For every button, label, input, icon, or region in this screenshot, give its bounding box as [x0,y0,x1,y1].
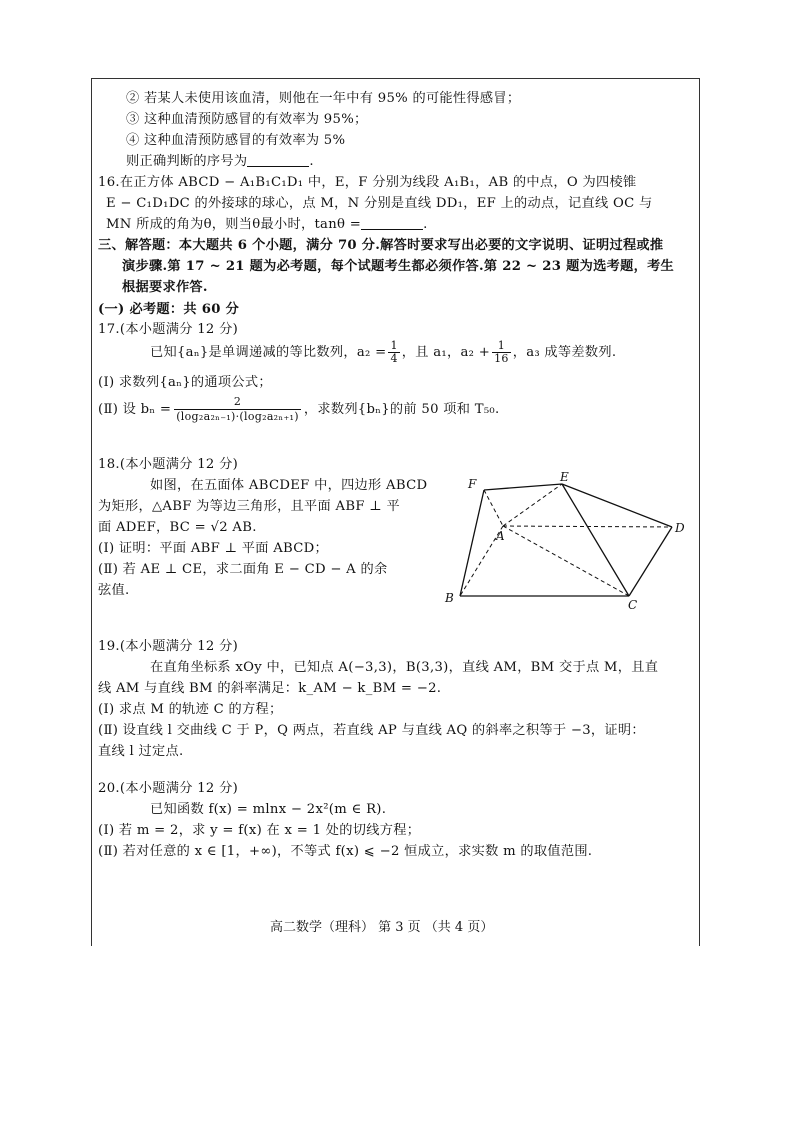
q17-stem [150,338,616,368]
q17-part-1: (Ⅰ) 求数列{aₙ}的通项公式； [98,375,272,390]
edge-EC [562,484,629,596]
label-C: C [628,598,638,612]
answer-prompt: 则正确判断的序号为 . [126,154,314,169]
item-4: ④ 这种血清预防感冒的有效率为 5% [126,133,346,148]
edge-AC [503,526,629,596]
q19-line-5: 直线 l 过定点. [98,744,184,759]
page-footer: 高二数学（理科） 第 3 页 （共 4 页） [270,920,494,935]
q18-line-6: 弦值. [98,583,130,598]
q17-frac-2 [492,340,511,365]
q16-line-3-text: MN 所成的角为θ，则当θ最小时，tanθ = [106,217,362,232]
section3-subheading: (一) 必考题：共 60 分 [98,302,240,317]
q20-line-3: (Ⅱ) 若对任意的 x ∈ [1，+∞)，不等式 f(x) ⩽ −2 恒成立，求实数 m 的取值范围. [98,844,593,859]
q17-bn-den: (log₂a₂ₙ₋₁)·(log₂a₂ₙ₊₁) [176,410,299,423]
q20-heading: 20.(本小题满分 12 分) [98,781,239,796]
q17-part-2-a: (Ⅱ) 设 bₙ = [98,402,172,417]
q16-line-2: E − C₁D₁DC 的外接球的球心，点 M，N 分别是直线 DD₁，EF 上的动点，记直线 OC 与 [106,196,653,211]
q17-bn-frac [174,395,301,424]
answer-blank [247,152,309,167]
item-2: ② 若某人未使用该血清，则他在一年中有 95% 的可能性得感冒； [126,91,521,106]
q17-part-2-b: ，求数列{bₙ}的前 50 项和 T₅₀. [303,402,500,417]
q16-line-3: MN 所成的角为θ，则当θ最小时，tanθ = . [106,217,428,232]
answer-prompt-text: 则正确判断的序号为 [126,154,248,169]
q19-heading: 19.(本小题满分 12 分) [98,639,239,654]
section3-line-2: 演步骤.第 17 ~ 21 题为必考题，每个试题考生都必须作答.第 22 ~ 23 题为选考题，考生 [122,259,675,274]
q19-line-2: 线 AM 与直线 BM 的斜率满足：k_AM − k_BM = −2. [98,681,442,696]
q19-line-4: (Ⅱ) 设直线 l 交曲线 C 于 P，Q 两点，若直线 AP 与直线 AQ 的斜率之积等于 −3，证明： [98,723,645,738]
q17-part-2 [98,394,500,426]
edge-ED [562,484,672,527]
label-E: E [560,470,569,484]
edge-FE [484,484,562,490]
q17-frac-1-num: 1 [390,339,398,352]
label-F: F [468,477,477,491]
q17-heading: 17.(本小题满分 12 分) [98,322,239,337]
q17-stem-c: ，a₃ 成等差数列. [512,345,617,360]
q18-line-2: 为矩形，△ABF 为等边三角形，且平面 ABF ⊥ 平 [98,499,400,514]
q16-blank [361,215,423,230]
q20-line-1: 已知函数 f(x) = mlnx − 2x²(m ∈ R). [150,802,387,817]
q17-frac-1-den: 4 [390,352,398,365]
pentahedron-figure [440,468,690,614]
section3-line-3: 根据要求作答. [122,280,208,295]
q17-frac-2-num: 1 [492,340,511,353]
q18-line-3: 面 ADEF，BC = √2 AB. [98,520,257,535]
edge-DC [629,527,672,596]
edge-AE [503,484,562,526]
q17-frac-1 [388,340,399,365]
q16-line-1: 16.在正方体 ABCD − A₁B₁C₁D₁ 中，E，F 分别为线段 A₁B₁，AB 的中点，O 为四棱锥 [98,175,637,190]
section3-line-1: 三、解答题：本大题共 6 个小题，满分 70 分.解答时要求写出必要的文字说明、证明过程或推 [98,238,664,253]
q18-line-1: 如图，在五面体 ABCDEF 中，四边形 ABCD [150,478,428,493]
q18-line-5: (Ⅱ) 若 AE ⊥ CE，求二面角 E − CD − A 的余 [98,562,388,577]
q17-stem-a: 已知{aₙ}是单调递减的等比数列，a₂ = [150,345,387,360]
edge-FA [484,490,503,526]
edge-BF [460,490,484,596]
q20-line-2: (Ⅰ) 若 m = 2，求 y = f(x) 在 x = 1 处的切线方程； [98,823,421,838]
label-B: B [445,591,454,605]
label-A: A [496,529,505,543]
q18-line-4: (Ⅰ) 证明：平面 ABF ⊥ 平面 ABCD； [98,541,329,556]
q17-frac-2-den: 16 [494,352,509,365]
item-3: ③ 这种血清预防感冒的有效率为 95%； [126,112,368,127]
edge-AD [503,526,672,527]
q18-heading: 18.(本小题满分 12 分) [98,457,239,472]
q17-stem-b: ，且 a₁，a₂ + [401,345,491,360]
label-D: D [675,521,685,535]
q19-line-3: (Ⅰ) 求点 M 的轨迹 C 的方程； [98,702,283,717]
q17-bn-num: 2 [174,395,301,410]
q19-line-1: 在直角坐标系 xOy 中，已知点 A(−3,3)，B(3,3)，直线 AM，BM 交于点 M，且直 [150,660,659,675]
